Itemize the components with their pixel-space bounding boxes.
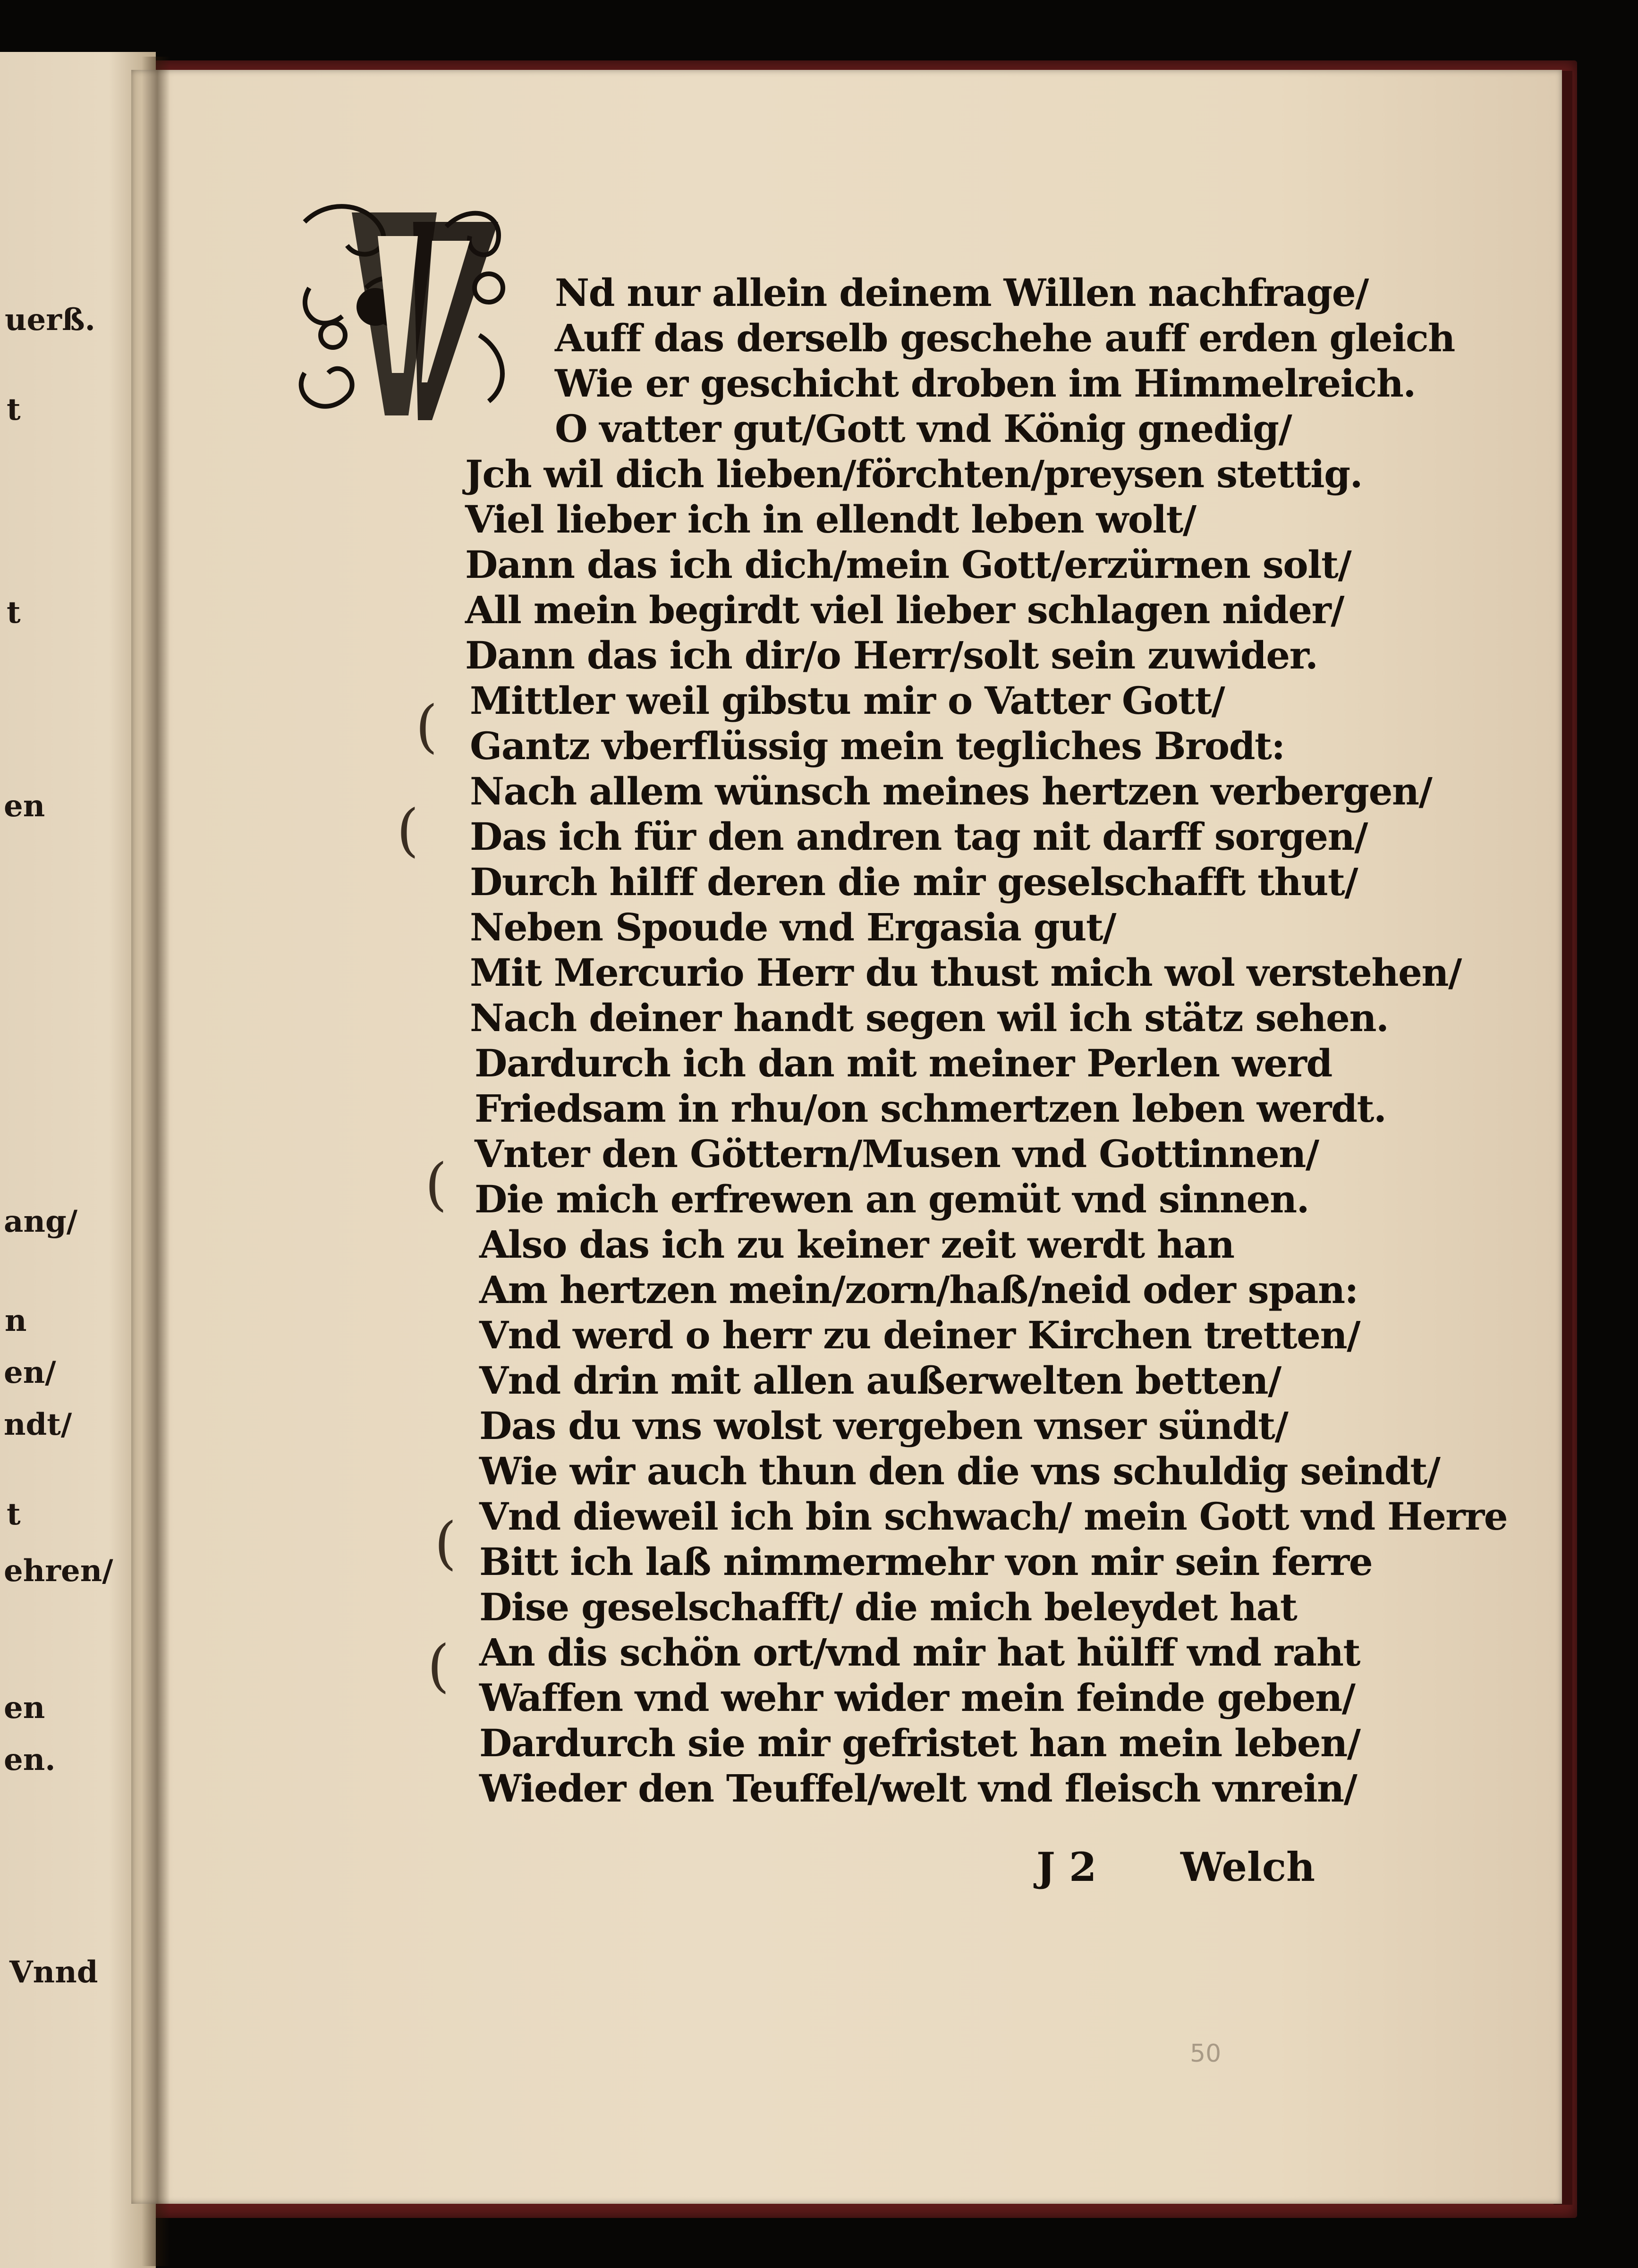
text-line: Nach deiner handt segen wil ich stätz sehen.	[470, 996, 1389, 1040]
text-line: Neben Spoude vnd Ergasia gut/	[470, 905, 1116, 949]
text-line: All mein begirdt viel lieber schlagen nider/	[465, 588, 1344, 632]
text-line: Das ich für den andren tag nit darff sorgen/	[470, 814, 1367, 859]
prev-page-fragment: t	[7, 1497, 21, 1532]
margin-bracket-mark: (	[434, 1511, 457, 1576]
text-line: Das du vns wolst vergeben vnser sündt/	[479, 1404, 1288, 1448]
text-line: Dardurch ich dan mit meiner Perlen werd	[475, 1041, 1332, 1085]
pencil-folio-note: 50	[1190, 2040, 1222, 2068]
text-line: An dis schön ort/vnd mir hat hülff vnd raht	[479, 1630, 1360, 1675]
text-line: Auff das derselb geschehe auff erden gleich	[555, 316, 1455, 360]
prev-page-fragment: Vnnd	[9, 1955, 98, 1990]
text-line: Waffen vnd wehr wider mein feinde geben/	[479, 1676, 1355, 1720]
text-line: Die mich erfrewen an gemüt vnd sinnen.	[475, 1177, 1309, 1221]
prev-page-fragment: uerß.	[5, 302, 95, 338]
text-line: Wie er geschicht droben im Himmelreich.	[555, 361, 1416, 406]
prev-page-fragment: ehren/	[4, 1553, 113, 1589]
text-line: Am hertzen mein/zorn/haß/neid oder span:	[479, 1268, 1358, 1312]
margin-bracket-mark: (	[416, 694, 438, 760]
prev-page-fragment: en.	[4, 1742, 56, 1777]
prev-page-fragment: en	[4, 1690, 45, 1726]
text-line: Friedsam in rhu/on schmertzen leben werdt.	[475, 1086, 1386, 1131]
catchword: Welch	[1180, 1844, 1315, 1890]
margin-bracket-mark: (	[397, 798, 419, 863]
text-line: Gantz vberflüssig mein tegliches Brodt:	[470, 724, 1285, 768]
text-line: Viel lieber ich in ellendt leben wolt/	[465, 497, 1196, 542]
signature-mark: J 2	[1036, 1844, 1097, 1890]
text-line: Durch hilff deren die mir geselschafft thut/	[470, 860, 1358, 904]
text-line: Mit Mercurio Herr du thust mich wol verstehen/	[470, 950, 1461, 995]
decorated-initial	[290, 194, 555, 439]
text-line: Nd nur allein deinem Willen nachfrage/	[555, 271, 1368, 315]
text-line: Dann das ich dich/mein Gott/erzürnen solt/	[465, 542, 1351, 587]
text-line: Bitt ich laß nimmermehr von mir sein ferre	[479, 1540, 1373, 1584]
prev-page-fragment: en	[4, 788, 45, 824]
book-gutter-shadow	[142, 57, 170, 2266]
text-line: Dise geselschafft/ die mich beleydet hat	[479, 1585, 1297, 1629]
initial-ornament-icon	[290, 194, 555, 439]
prev-page-fragment: en/	[4, 1355, 56, 1390]
prev-page-fragment: ang/	[4, 1204, 78, 1239]
text-line: O vatter gut/Gott vnd König gnedig/	[555, 406, 1292, 451]
text-line: Mittler weil gibstu mir o Vatter Gott/	[470, 678, 1225, 723]
text-line: Jch wil dich lieben/förchten/preysen stettig.	[465, 452, 1362, 496]
text-line: Wie wir auch thun den die vns schuldig seindt/	[479, 1449, 1440, 1493]
prev-page-fragment: ndt/	[4, 1407, 72, 1442]
margin-bracket-mark: (	[425, 1152, 447, 1218]
prev-page-fragment: t	[7, 595, 21, 630]
prev-page-fragment: t	[7, 392, 21, 427]
text-line: Vnd dieweil ich bin schwach/ mein Gott vnd Herre	[479, 1494, 1508, 1539]
text-line: Nach allem wünsch meines hertzen verbergen/	[470, 769, 1432, 813]
prev-page-fragment: n	[5, 1303, 27, 1338]
text-line: Vnd werd o herr zu deiner Kirchen tretten/	[479, 1313, 1360, 1357]
text-line: Wieder den Teuffel/welt vnd fleisch vnrein/	[479, 1766, 1357, 1811]
text-line: Dardurch sie mir gefristet han mein leben/	[479, 1721, 1360, 1765]
text-line: Also das ich zu keiner zeit werdt han	[479, 1222, 1234, 1267]
text-line: Vnd drin mit allen außerwelten betten/	[479, 1358, 1281, 1403]
text-line: Dann das ich dir/o Herr/solt sein zuwider.	[465, 633, 1318, 677]
text-line: Vnter den Göttern/Musen vnd Gottinnen/	[475, 1132, 1319, 1176]
margin-bracket-mark: (	[427, 1633, 450, 1699]
